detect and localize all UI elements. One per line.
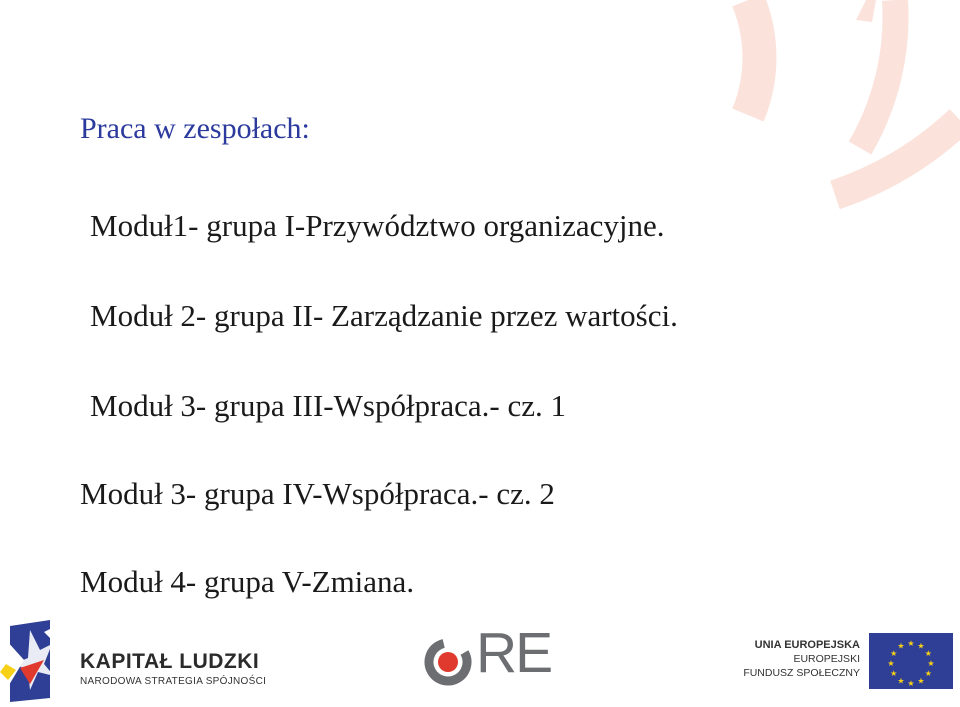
svg-text:★: ★ xyxy=(907,639,915,648)
svg-text:★: ★ xyxy=(887,659,895,668)
svg-text:★: ★ xyxy=(890,649,898,658)
module-line-4: Moduł 3- grupa IV-Współpraca.- cz. 2 xyxy=(80,476,555,511)
module-line-2: Moduł 2- grupa II- Zarządzanie przez wartości. xyxy=(90,298,678,333)
svg-text:★: ★ xyxy=(907,679,915,688)
svg-text:★: ★ xyxy=(917,676,925,686)
eu-line-3: FUNDUSZ SPOŁECZNY xyxy=(743,667,860,679)
svg-text:★: ★ xyxy=(927,659,935,668)
eu-flag-icon xyxy=(869,633,953,689)
svg-text:★: ★ xyxy=(924,669,932,678)
kapital-ludzki-logo-icon xyxy=(0,620,70,702)
svg-text:★: ★ xyxy=(917,641,925,651)
kapital-ludzki-title: KAPITAŁ LUDZKI xyxy=(80,650,260,673)
svg-text:★: ★ xyxy=(897,676,905,686)
eu-text-block xyxy=(743,638,860,680)
kapital-ludzki-subtitle: NARODOWA STRATEGIA SPÓJNOŚCI xyxy=(80,676,267,687)
svg-text:★: ★ xyxy=(924,649,932,658)
ore-logo-text: RE xyxy=(476,621,552,685)
footer-logos xyxy=(0,612,960,707)
svg-text:★: ★ xyxy=(890,669,898,678)
eu-line-1: UNIA EUROPEJSKA xyxy=(754,639,860,651)
eu-line-2: EUROPEJSKI xyxy=(793,653,860,665)
module-line-5: Moduł 4- grupa V-Zmiana. xyxy=(80,564,415,599)
svg-text:★: ★ xyxy=(897,641,905,651)
module-line-3: Moduł 3- grupa III-Współpraca.- cz. 1 xyxy=(90,388,567,423)
module-line-1: Moduł1- grupa I-Przywództwo organizacyjne. xyxy=(90,208,665,243)
slide-title: Praca w zespołach: xyxy=(80,112,310,145)
